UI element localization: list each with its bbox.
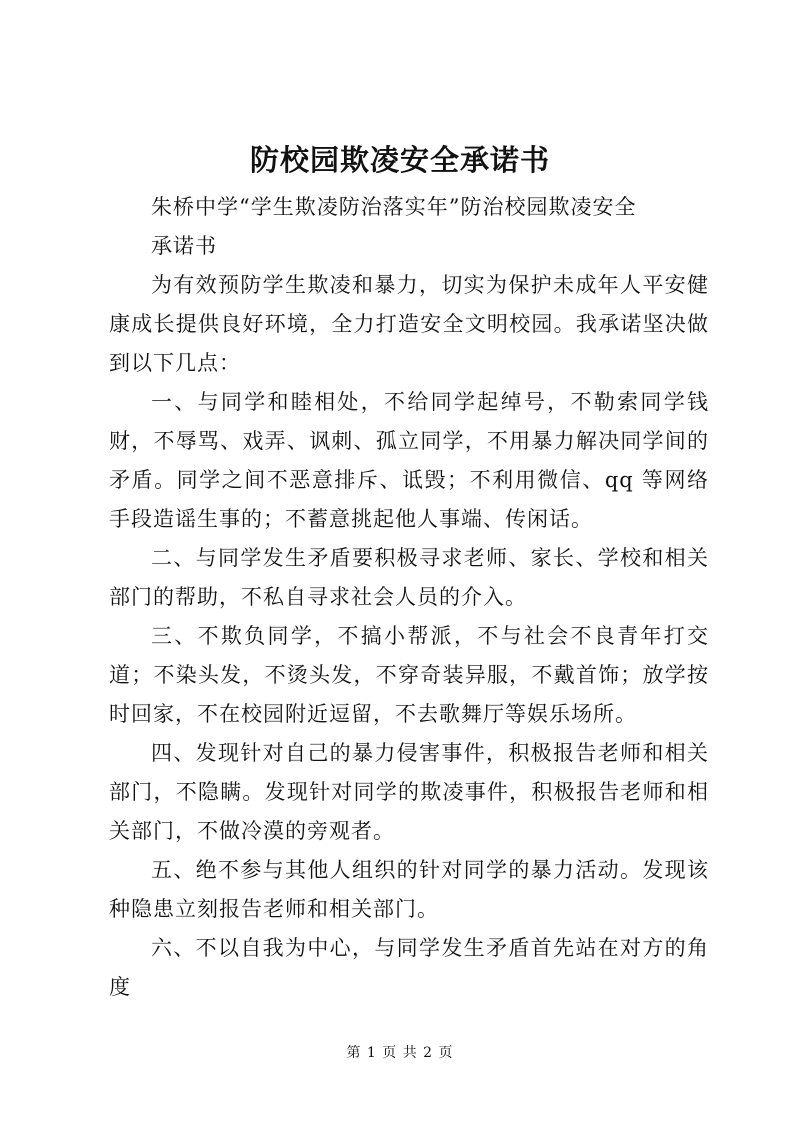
page-footer: 第 1 页 共 2 页 xyxy=(346,1045,454,1061)
paragraph-intro: 为有效预防学生欺凌和暴力，切实为保护未成年人平安健康成长提供良好环境，全力打造安全文明校园。我承诺坚决做到以下几点： xyxy=(109,273,709,375)
paragraph-item-5: 五、绝不参与其他人组织的针对同学的暴力活动。发现该种隐患立刻报告老师和相关部门。 xyxy=(109,858,709,921)
paragraph-item-1: 一、与同学和睦相处，不给同学起绰号，不勒索同学钱财，不辱骂、戏弄、讽刺、孤立同学，不用暴力解决同学间的矛盾。同学之间不恶意排斥、诋毁；不利用微信、qq 等网络手段造谣生事的；不蓄意挑起他人事端、传闲话。 xyxy=(109,390,709,531)
document-title: 防校园欺凌安全承诺书 xyxy=(249,143,550,177)
paragraph-item-6: 六、不以自我为中心，与同学发生矛盾首先站在对方的角度 xyxy=(109,936,709,999)
document-body xyxy=(109,188,709,1007)
paragraph-item-2: 二、与同学发生矛盾要积极寻求老师、家长、学校和相关部门的帮助，不私自寻求社会人员的介入。 xyxy=(109,546,709,609)
subtitle-line-2: 承诺书 xyxy=(151,234,217,258)
paragraph-item-4: 四、发现针对自己的暴力侵害事件，积极报告老师和相关部门，不隐瞒。发现针对同学的欺凌事件，积极报告老师和相关部门，不做冷漠的旁观者。 xyxy=(109,741,709,843)
paragraph-item-3: 三、不欺负同学，不搞小帮派，不与社会不良青年打交道；不染头发，不烫头发，不穿奇装异服，不戴首饰；放学按时回家，不在校园附近逗留，不去歌舞厅等娱乐场所。 xyxy=(109,624,709,726)
subtitle-line-1: 朱桥中学“学生欺凌防治落实年”防治校园欺凌安全 xyxy=(151,195,637,219)
